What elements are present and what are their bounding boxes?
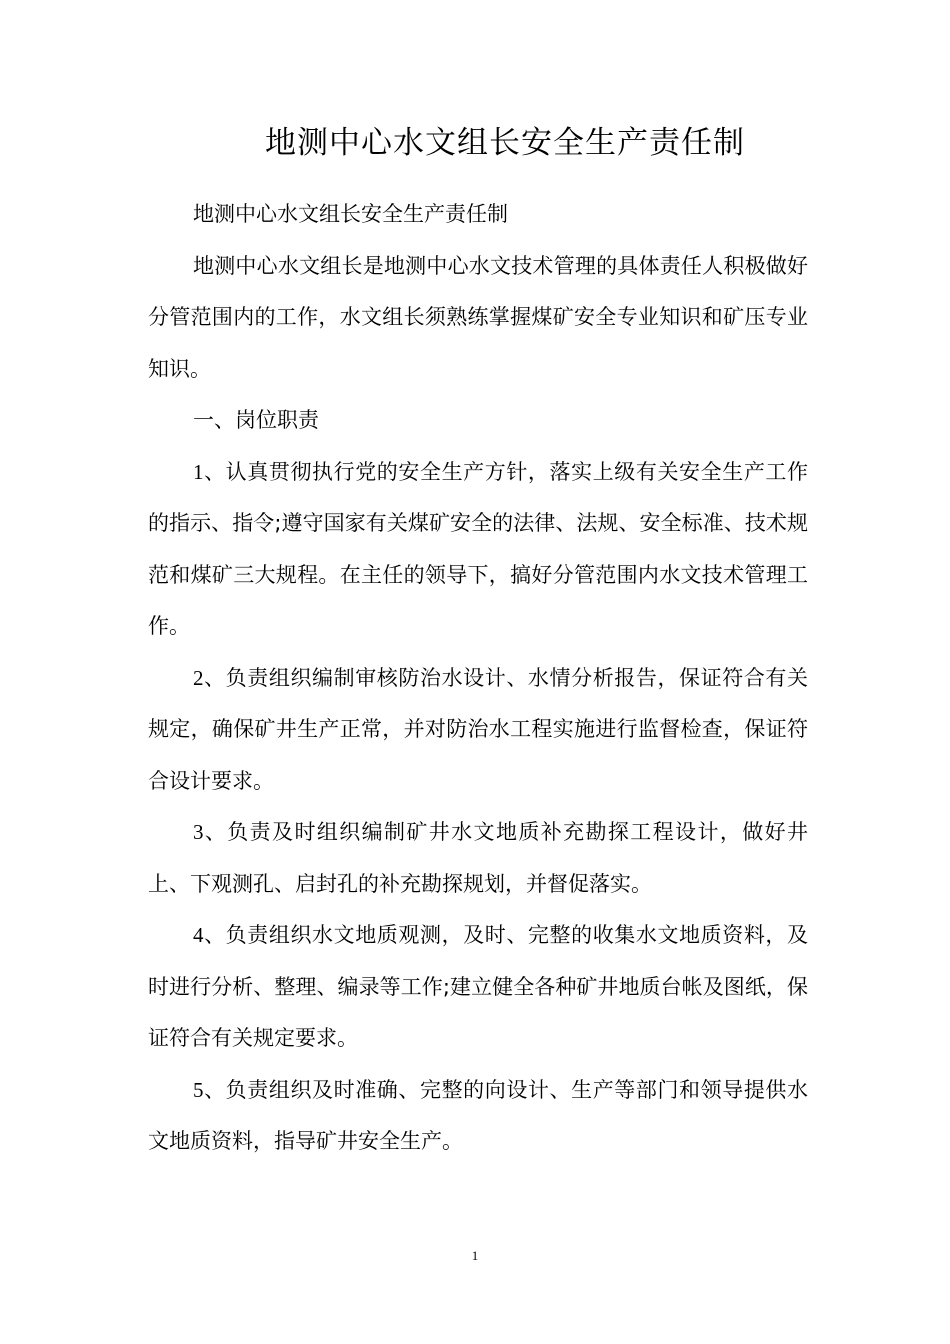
duty-item-2 (148, 653, 808, 808)
paragraph-text: 、负责组织水文地质观测，及时、完整的收集水文地质资料，及时进行分析、整理、编录等工作;建立健全各种矿井地质台帐及图纸，保证符合有关规定要求。 (148, 923, 808, 1050)
paragraph-text: 、负责及时组织编制矿井水文地质补充勘探工程设计，做好井上、下观测孔、启封孔的补充勘探规划，并督促落实。 (148, 820, 808, 896)
duty-item-5 (148, 1065, 808, 1168)
paragraph-text: 地测中心水文组长安全生产责任制 (193, 202, 508, 226)
item-number: 4 (193, 923, 204, 947)
item-number: 3 (193, 820, 204, 844)
paragraph-text: 地测中心水文组长是地测中心水文技术管理的具体责任人积极做好分管范围内的工作，水文组长须熟练掌握煤矿安全专业知识和矿压专业知识。 (148, 253, 808, 381)
item-number: 2 (193, 665, 204, 690)
duty-item-4 (148, 910, 808, 1065)
item-number: 5 (193, 1077, 204, 1102)
document-body (148, 189, 808, 1168)
subtitle-paragraph (148, 189, 808, 241)
item-number: 1 (193, 459, 204, 484)
paragraph-text: 、负责组织及时准确、完整的向设计、生产等部门和领导提供水文地质资料，指导矿井安全生产。 (148, 1077, 808, 1153)
page-number: 1 (471, 1248, 479, 1263)
document-title: 地测中心水文组长安全生产责任制 (265, 125, 745, 161)
paragraph-text: 、负责组织编制审核防治水设计、水情分析报告，保证符合有关规定，确保矿井生产正常，并对防治水工程实施进行监督检查，保证符合设计要求。 (148, 665, 808, 793)
duty-item-3 (148, 807, 808, 910)
paragraph-text: 、认真贯彻执行党的安全生产方针，落实上级有关安全生产工作的指示、指令;遵守国家有关煤矿安全的法律、法规、安全标准、技术规范和煤矿三大规程。在主任的领导下，搞好分管范围内水文技术管理工作。 (148, 459, 808, 638)
paragraph-text: 一、岗位职责 (193, 408, 319, 432)
intro-paragraph (148, 241, 808, 396)
duty-item-1 (148, 447, 808, 653)
section-heading (148, 395, 808, 447)
